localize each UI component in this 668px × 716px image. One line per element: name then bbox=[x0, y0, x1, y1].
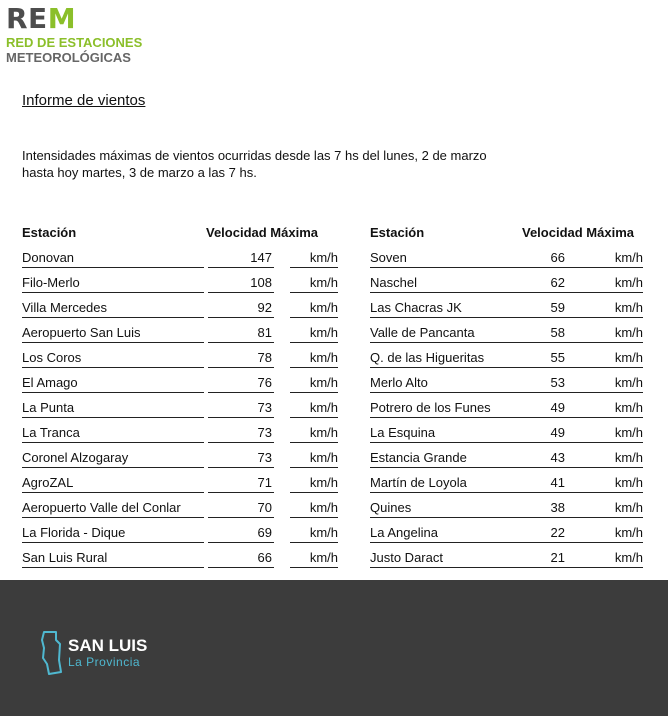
table-row bbox=[22, 493, 338, 518]
report-title: Informe de vientos bbox=[22, 92, 146, 109]
wind-speed-unit: km/h bbox=[290, 500, 338, 518]
wind-speed-unit: km/h bbox=[567, 325, 643, 343]
table-header bbox=[370, 221, 643, 243]
wind-speed-unit: km/h bbox=[290, 550, 338, 568]
station-name: Coronel Alzogaray bbox=[22, 450, 204, 468]
station-name: Valle de Pancanta bbox=[370, 325, 515, 343]
table-row bbox=[22, 368, 338, 393]
wind-speed-unit: km/h bbox=[290, 325, 338, 343]
table-row bbox=[370, 293, 643, 318]
san-luis-map-outline-icon bbox=[40, 630, 62, 676]
wind-speed-value: 22 bbox=[515, 525, 567, 543]
station-name: La Esquina bbox=[370, 425, 515, 443]
table-body bbox=[370, 243, 643, 568]
wind-speed-value: 147 bbox=[208, 250, 274, 268]
wind-speed-value: 49 bbox=[515, 400, 567, 418]
header-station: Estación bbox=[22, 224, 77, 240]
station-name: Q. de las Higueritas bbox=[370, 350, 515, 368]
wind-speed-value: 73 bbox=[208, 425, 274, 443]
station-name: Justo Daract bbox=[370, 550, 515, 568]
report-intro bbox=[22, 147, 582, 181]
rem-logo-accent: M bbox=[47, 2, 77, 35]
header-speed: Velocidad Máxima bbox=[522, 224, 634, 240]
station-name: La Tranca bbox=[22, 425, 204, 443]
header-speed: Velocidad Máxima bbox=[206, 224, 318, 240]
san-luis-name: SAN LUIS bbox=[68, 636, 148, 655]
station-name: Merlo Alto bbox=[370, 375, 515, 393]
rem-logo-line2: METEOROLÓGICAS bbox=[6, 50, 131, 65]
station-name: La Punta bbox=[22, 400, 204, 418]
wind-speed-unit: km/h bbox=[290, 425, 338, 443]
rem-logo bbox=[6, 4, 142, 65]
wind-speed-unit: km/h bbox=[290, 450, 338, 468]
wind-speed-value: 38 bbox=[515, 500, 567, 518]
table-row bbox=[22, 268, 338, 293]
san-luis-logo bbox=[40, 630, 147, 676]
table-row bbox=[370, 518, 643, 543]
station-name: Aeropuerto San Luis bbox=[22, 325, 204, 343]
wind-speed-unit: km/h bbox=[567, 550, 643, 568]
wind-speed-unit: km/h bbox=[567, 250, 643, 268]
wind-speed-value: 76 bbox=[208, 375, 274, 393]
wind-speed-value: 92 bbox=[208, 300, 274, 318]
station-name: Donovan bbox=[22, 250, 204, 268]
wind-speed-value: 58 bbox=[515, 325, 567, 343]
footer bbox=[0, 580, 668, 716]
wind-speed-unit: km/h bbox=[290, 300, 338, 318]
table-row bbox=[370, 393, 643, 418]
wind-table-right bbox=[370, 221, 643, 568]
wind-speed-value: 55 bbox=[515, 350, 567, 368]
san-luis-text bbox=[68, 637, 147, 669]
intro-line-2: hasta hoy martes, 3 de marzo a las 7 hs. bbox=[22, 165, 257, 180]
wind-speed-unit: km/h bbox=[290, 375, 338, 393]
wind-speed-value: 41 bbox=[515, 475, 567, 493]
wind-speed-unit: km/h bbox=[290, 475, 338, 493]
table-row bbox=[22, 393, 338, 418]
rem-logo-line1: RED DE ESTACIONES bbox=[6, 35, 143, 50]
table-row bbox=[22, 468, 338, 493]
station-name: Potrero de los Funes bbox=[370, 400, 515, 418]
wind-speed-unit: km/h bbox=[290, 350, 338, 368]
station-name: San Luis Rural bbox=[22, 550, 204, 568]
wind-speed-value: 78 bbox=[208, 350, 274, 368]
wind-speed-value: 71 bbox=[208, 475, 274, 493]
table-row bbox=[370, 418, 643, 443]
table-row bbox=[370, 543, 643, 568]
wind-table-left bbox=[22, 221, 338, 568]
station-name: El Amago bbox=[22, 375, 204, 393]
san-luis-subtitle: La Provincia bbox=[68, 655, 141, 669]
wind-speed-unit: km/h bbox=[567, 500, 643, 518]
station-name: La Florida - Dique bbox=[22, 525, 204, 543]
wind-speed-unit: km/h bbox=[290, 250, 338, 268]
header-station: Estación bbox=[370, 224, 425, 240]
wind-speed-value: 108 bbox=[208, 275, 274, 293]
table-row bbox=[370, 268, 643, 293]
wind-speed-value: 70 bbox=[208, 500, 274, 518]
table-header bbox=[22, 221, 338, 243]
wind-speed-value: 53 bbox=[515, 375, 567, 393]
wind-speed-value: 69 bbox=[208, 525, 274, 543]
table-row bbox=[22, 543, 338, 568]
station-name: Estancia Grande bbox=[370, 450, 515, 468]
wind-speed-unit: km/h bbox=[567, 300, 643, 318]
table-row bbox=[370, 343, 643, 368]
wind-speed-unit: km/h bbox=[567, 425, 643, 443]
station-name: Naschel bbox=[370, 275, 515, 293]
wind-speed-value: 81 bbox=[208, 325, 274, 343]
wind-speed-value: 73 bbox=[208, 400, 274, 418]
table-row bbox=[370, 318, 643, 343]
station-name: Filo-Merlo bbox=[22, 275, 204, 293]
wind-speed-unit: km/h bbox=[290, 525, 338, 543]
intro-line-1: Intensidades máximas de vientos ocurridas desde las 7 hs del lunes, 2 de marzo bbox=[22, 148, 487, 163]
table-row bbox=[22, 418, 338, 443]
wind-speed-unit: km/h bbox=[567, 375, 643, 393]
table-row bbox=[370, 368, 643, 393]
rem-logo-wordmark bbox=[6, 4, 142, 34]
station-name: Soven bbox=[370, 250, 515, 268]
table-body bbox=[22, 243, 338, 568]
station-name: Martín de Loyola bbox=[370, 475, 515, 493]
table-row bbox=[22, 443, 338, 468]
wind-speed-unit: km/h bbox=[567, 475, 643, 493]
wind-speed-unit: km/h bbox=[290, 275, 338, 293]
wind-speed-unit: km/h bbox=[567, 450, 643, 468]
station-name: Aeropuerto Valle del Conlar bbox=[22, 500, 204, 518]
station-name: Las Chacras JK bbox=[370, 300, 515, 318]
station-name: Villa Mercedes bbox=[22, 300, 204, 318]
table-row bbox=[370, 493, 643, 518]
station-name: La Angelina bbox=[370, 525, 515, 543]
wind-speed-value: 62 bbox=[515, 275, 567, 293]
table-row bbox=[22, 243, 338, 268]
wind-speed-unit: km/h bbox=[567, 275, 643, 293]
rem-logo-prefix: RE bbox=[6, 2, 48, 35]
table-row bbox=[22, 518, 338, 543]
table-row bbox=[22, 293, 338, 318]
wind-speed-unit: km/h bbox=[290, 400, 338, 418]
table-row bbox=[22, 343, 338, 368]
wind-speed-value: 49 bbox=[515, 425, 567, 443]
table-row bbox=[22, 318, 338, 343]
station-name: AgroZAL bbox=[22, 475, 204, 493]
wind-speed-value: 73 bbox=[208, 450, 274, 468]
wind-speed-value: 43 bbox=[515, 450, 567, 468]
wind-speed-value: 66 bbox=[208, 550, 274, 568]
wind-speed-value: 21 bbox=[515, 550, 567, 568]
wind-speed-unit: km/h bbox=[567, 525, 643, 543]
station-name: Los Coros bbox=[22, 350, 204, 368]
wind-speed-value: 66 bbox=[515, 250, 567, 268]
wind-speed-unit: km/h bbox=[567, 400, 643, 418]
wind-speed-value: 59 bbox=[515, 300, 567, 318]
station-name: Quines bbox=[370, 500, 515, 518]
wind-speed-unit: km/h bbox=[567, 350, 643, 368]
table-row bbox=[370, 443, 643, 468]
table-row bbox=[370, 243, 643, 268]
table-row bbox=[370, 468, 643, 493]
